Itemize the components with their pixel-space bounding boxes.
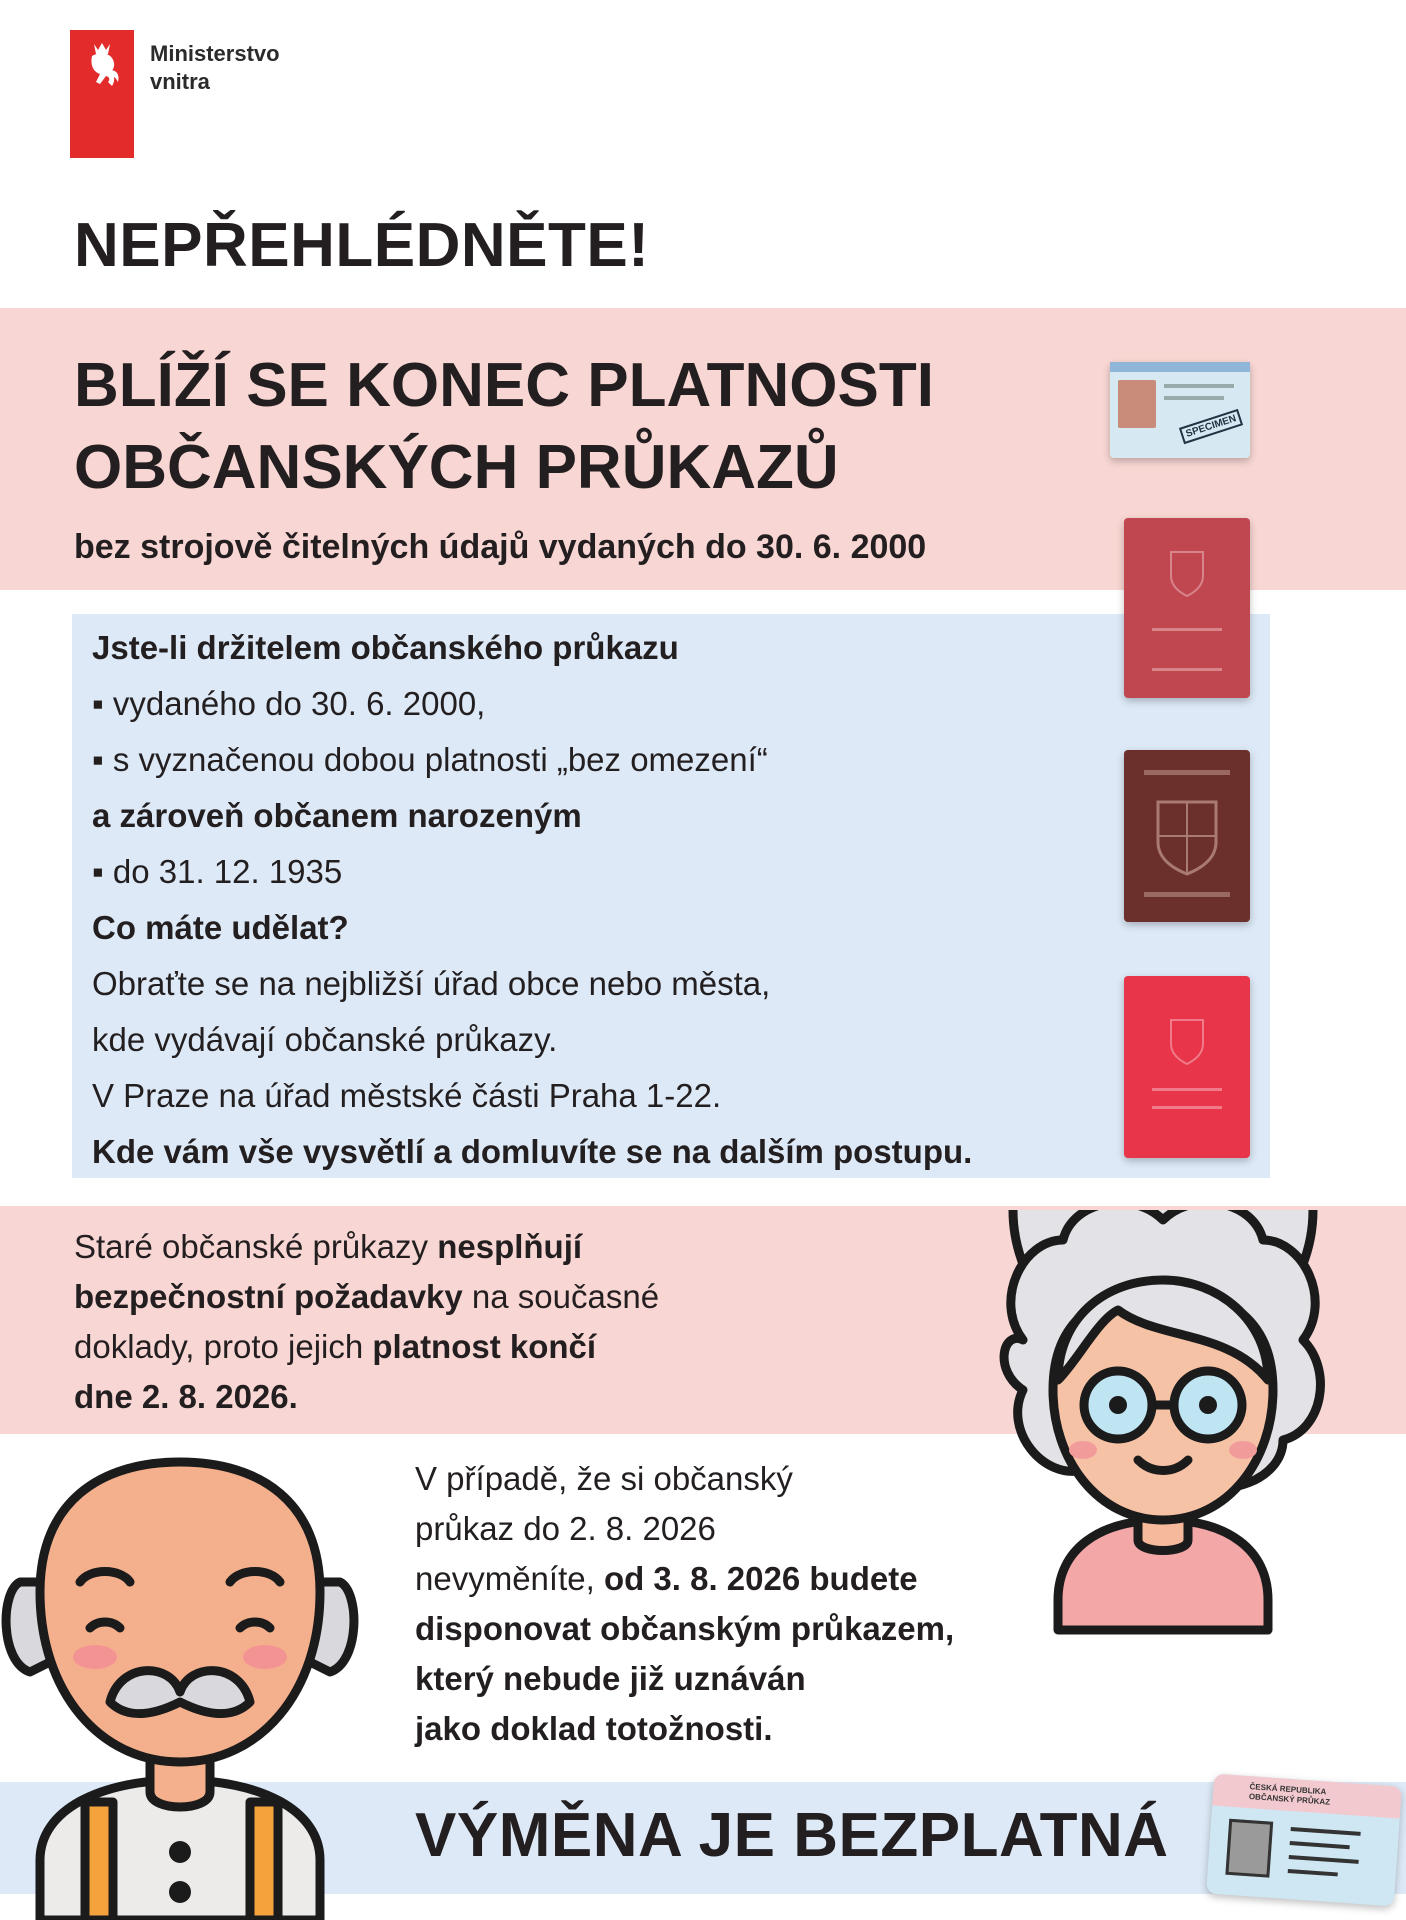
main-subtitle: bez strojově čitelných údajů vydaných do 30. 6. 2000 [74,528,927,566]
info-heading-todo: Co máte udělat? [92,909,349,946]
id-card-specimen-image [1110,362,1250,458]
info-line-issue: kde vydávají občanské průkazy. [92,1021,558,1058]
specimen-stamp: SPECIMEN [1179,409,1243,444]
free-exchange-title: VÝMĚNA JE BEZPLATNÁ [415,1801,1169,1870]
info-bullet-issued: ▪ vydaného do 30. 6. 2000, [92,685,486,722]
czech-lion-icon [80,40,124,92]
info-heading-holder: Jste-li držitelem občanského průkazu [92,629,679,666]
coat-of-arms-icon [1154,798,1220,878]
coat-of-arms-icon [1167,548,1207,598]
info-line-office: Obraťte se na nejbližší úřad obce nebo města, [92,965,771,1002]
info-box [72,614,1270,1178]
id-card-title: ČESKÁ REPUBLIKA OBČANSKÝ PRŮKAZ [1248,1782,1331,1807]
info-line-explain: Kde vám vše vysvětlí a domluvíte se na dalším postupu. [92,1133,973,1170]
ministry-logo [70,30,134,158]
main-title: BLÍŽÍ SE KONEC PLATNOSTI OBČANSKÝCH PRŮKAZŮ [74,351,934,502]
info-heading-born: a zároveň občanem narozeným [92,797,582,834]
info-bullet-validity: ▪ s vyznačenou dobou platnosti „bez omezení“ [92,741,768,778]
old-cards-text: Staré občanské průkazy nesplňují bezpečnostní požadavky na současné doklady, proto jejich platnost končí dne 2. 8. 2026. [74,1228,660,1415]
coat-of-arms-icon [1167,1016,1207,1066]
exchange-deadline-text: V případě, že si občanský průkaz do 2. 8. 2026 nevyměníte, od 3. 8. 2026 budete disponovat občanským průkazem, který nebude již uznáván jako doklad totožnosti. [415,1460,955,1747]
info-bullet-born: ▪ do 31. 12. 1935 [92,853,343,890]
grandpa-illustration [0,1452,380,1920]
id-card-brown-booklet-image [1124,750,1250,922]
id-card-red-booklet-image [1124,518,1250,698]
page-headline: NEPŘEHLÉDNĚTE! [74,211,650,280]
modern-id-card-image [1206,1774,1402,1907]
info-line-prague: V Praze na úřad městské části Praha 1-22. [92,1077,722,1114]
id-card-bright-red-booklet-image [1124,976,1250,1158]
ministry-name: Ministerstvo vnitra [150,41,280,94]
